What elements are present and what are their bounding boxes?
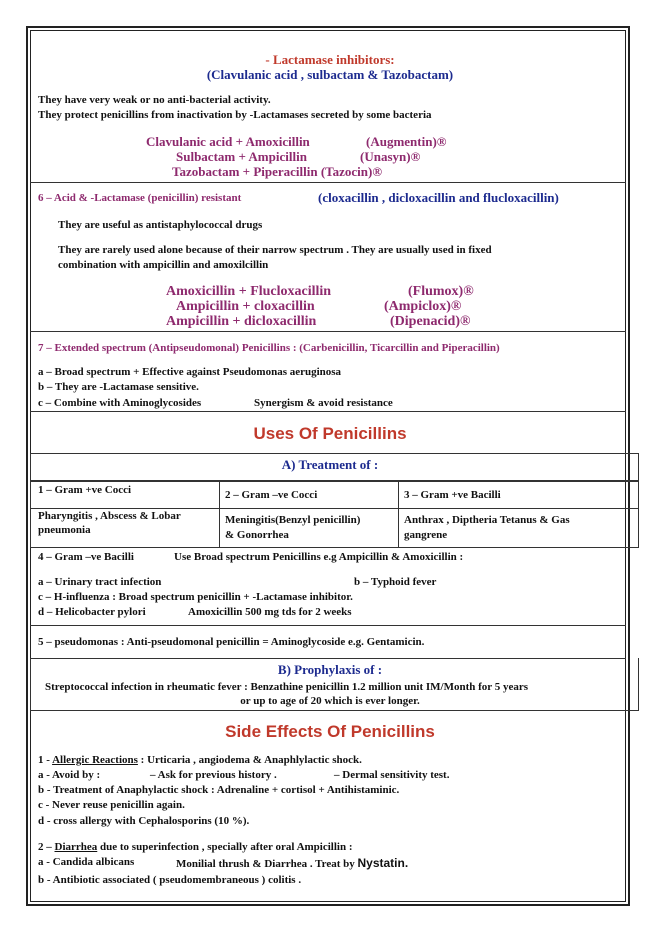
combo-left: Ampicillin + cloxacillin	[176, 299, 315, 314]
divider	[30, 411, 626, 412]
diarrhea-line	[38, 841, 353, 853]
diarrhea-a-left: a - Candida albicans	[38, 856, 135, 868]
section6-line2: They are rarely used alone because of their narrow spectrum . They are usually used in fixed	[58, 244, 492, 256]
prophylaxis-line1: Streptococcal infection in rheumatic fever : Benzathine penicillin 1.2 million unit IM/Month for 5 years	[45, 681, 529, 693]
allergic-line	[38, 754, 362, 766]
table-cell-text: pneumonia	[38, 524, 91, 536]
table-cell-text: Anthrax , Diptheria Tetanus & Gas	[404, 514, 570, 526]
allergic-b: b - Treatment of Anaphylactic shock : Adrenaline + cortisol + Antihistaminic.	[38, 784, 400, 796]
gneg-a: a – Urinary tract infection	[38, 576, 162, 588]
combo-left: Sulbactam + Ampicillin	[176, 149, 307, 164]
combo-left: Amoxicillin + Flucloxacillin	[166, 284, 332, 299]
allergic-c: c - Never reuse penicillin again.	[38, 799, 185, 811]
side-effects-title: Side Effects Of Penicillins	[225, 722, 435, 741]
section6-heading-drugs: (cloxacillin , dicloxacillin and flucloxacillin)	[318, 190, 559, 205]
section7-b: b – They are -Lactamase sensitive.	[38, 381, 199, 393]
gneg-d-right: Amoxicillin 500 mg tds for 2 weeks	[188, 606, 352, 618]
pseudomonas-line: 5 – pseudomonas : Anti-pseudomonal penicillin = Aminoglycoside e.g. Gentamicin.	[38, 636, 425, 648]
diarrhea-num: 2 –	[38, 841, 55, 853]
diarrhea-a-text: Monilial thrush & Diarrhea . Treat by	[176, 858, 358, 870]
lactamase-line2: They protect penicillins from inactivation by -Lactamases secreted by some bacteria	[38, 109, 432, 121]
section7-c-right: Synergism & avoid resistance	[254, 397, 393, 409]
diarrhea-b: b - Antibiotic associated ( pseudomembraneous ) colitis .	[38, 874, 302, 886]
divider	[30, 331, 626, 332]
diarrhea-rest: due to superinfection , specially after oral Ampicillin :	[97, 841, 353, 853]
table-cell-text: gangrene	[404, 529, 448, 541]
table-cell-text: Pharyngitis , Abscess & Lobar	[38, 510, 181, 522]
diarrhea-label: Diarrhea	[54, 841, 98, 853]
diarrhea-a-mid	[176, 856, 408, 870]
table-header: 1 – Gram +ve Cocci	[38, 484, 132, 496]
uses-title: Uses Of Penicillins	[253, 424, 407, 443]
lactamase-line1: They have very weak or no anti-bacterial activity.	[38, 94, 271, 106]
table-header: 2 – Gram –ve Cocci	[225, 489, 318, 501]
allergic-a-right: – Dermal sensitivity test.	[334, 769, 450, 781]
section6-heading-prefix: 6 – Acid & -Lactamase (penicillin) resistant	[38, 192, 242, 204]
combo-left: Clavulanic acid + Amoxicillin	[146, 134, 310, 149]
table-cell-text: & Gonorrhea	[225, 529, 289, 541]
allergic-a-left: a - Avoid by :	[38, 769, 101, 781]
section7-heading: 7 – Extended spectrum (Antipseudomonal) Penicillins : (Carbenicillin, Ticarcillin and Piperacillin)	[38, 342, 500, 354]
prophylaxis-title: B) Prophylaxis of :	[277, 662, 383, 677]
table-cell-text: Meningitis(Benzyl penicillin)	[225, 514, 361, 526]
lactamase-title: - Lactamase inhibitors:	[265, 52, 395, 67]
gneg-b: b – Typhoid fever	[354, 576, 437, 588]
combo-right: (Flumox)®	[408, 284, 474, 299]
divider	[30, 625, 626, 626]
combo-left: Ampicillin + dicloxacillin	[166, 314, 317, 329]
section7-c-left: c – Combine with Aminoglycosides	[38, 397, 202, 409]
combo-left: Tazobactam + Piperacillin (Tazocin)®	[172, 164, 383, 179]
section7-a: a – Broad spectrum + Effective against Pseudomonas aeruginosa	[38, 366, 342, 378]
combo-right: (Augmentin)®	[366, 134, 447, 149]
gneg-c: c – H-influenza : Broad spectrum penicillin + -Lactamase inhibitor.	[38, 591, 353, 603]
section6-line1: They are useful as antistaphylococcal drugs	[58, 219, 263, 231]
gneg-d-left: d – Helicobacter pylori	[38, 606, 146, 618]
prophylaxis-line2: or up to age of 20 which is ever longer.	[240, 695, 420, 707]
divider	[30, 182, 626, 183]
table-header: 3 – Gram +ve Bacilli	[404, 489, 501, 501]
combo-right: (Unasyn)®	[360, 149, 421, 164]
allergic-rest: : Urticaria , angiodema & Anaphlylactic shock.	[137, 754, 362, 766]
combo-right: (Ampiclox)®	[384, 299, 462, 314]
treatment-title: A) Treatment of :	[281, 457, 379, 472]
lactamase-subtitle: (Clavulanic acid , sulbactam & Tazobactam)	[206, 67, 454, 82]
combo-right: (Dipenacid)®	[390, 314, 471, 329]
nystatin-text: Nystatin.	[357, 856, 409, 870]
gneg-label: 4 – Gram –ve Bacilli	[38, 551, 134, 563]
gneg-text: Use Broad spectrum Penicillins e.g Ampicillin & Amoxicillin :	[174, 551, 464, 563]
allergic-label: Allergic Reactions	[52, 754, 138, 766]
allergic-a-mid: – Ask for previous history .	[150, 769, 277, 781]
allergic-num: 1 -	[38, 754, 53, 766]
allergic-d: d - cross allergy with Cephalosporins (10 %).	[38, 815, 250, 827]
section6-line3: combination with ampicillin and amoxilcillin	[58, 259, 269, 271]
